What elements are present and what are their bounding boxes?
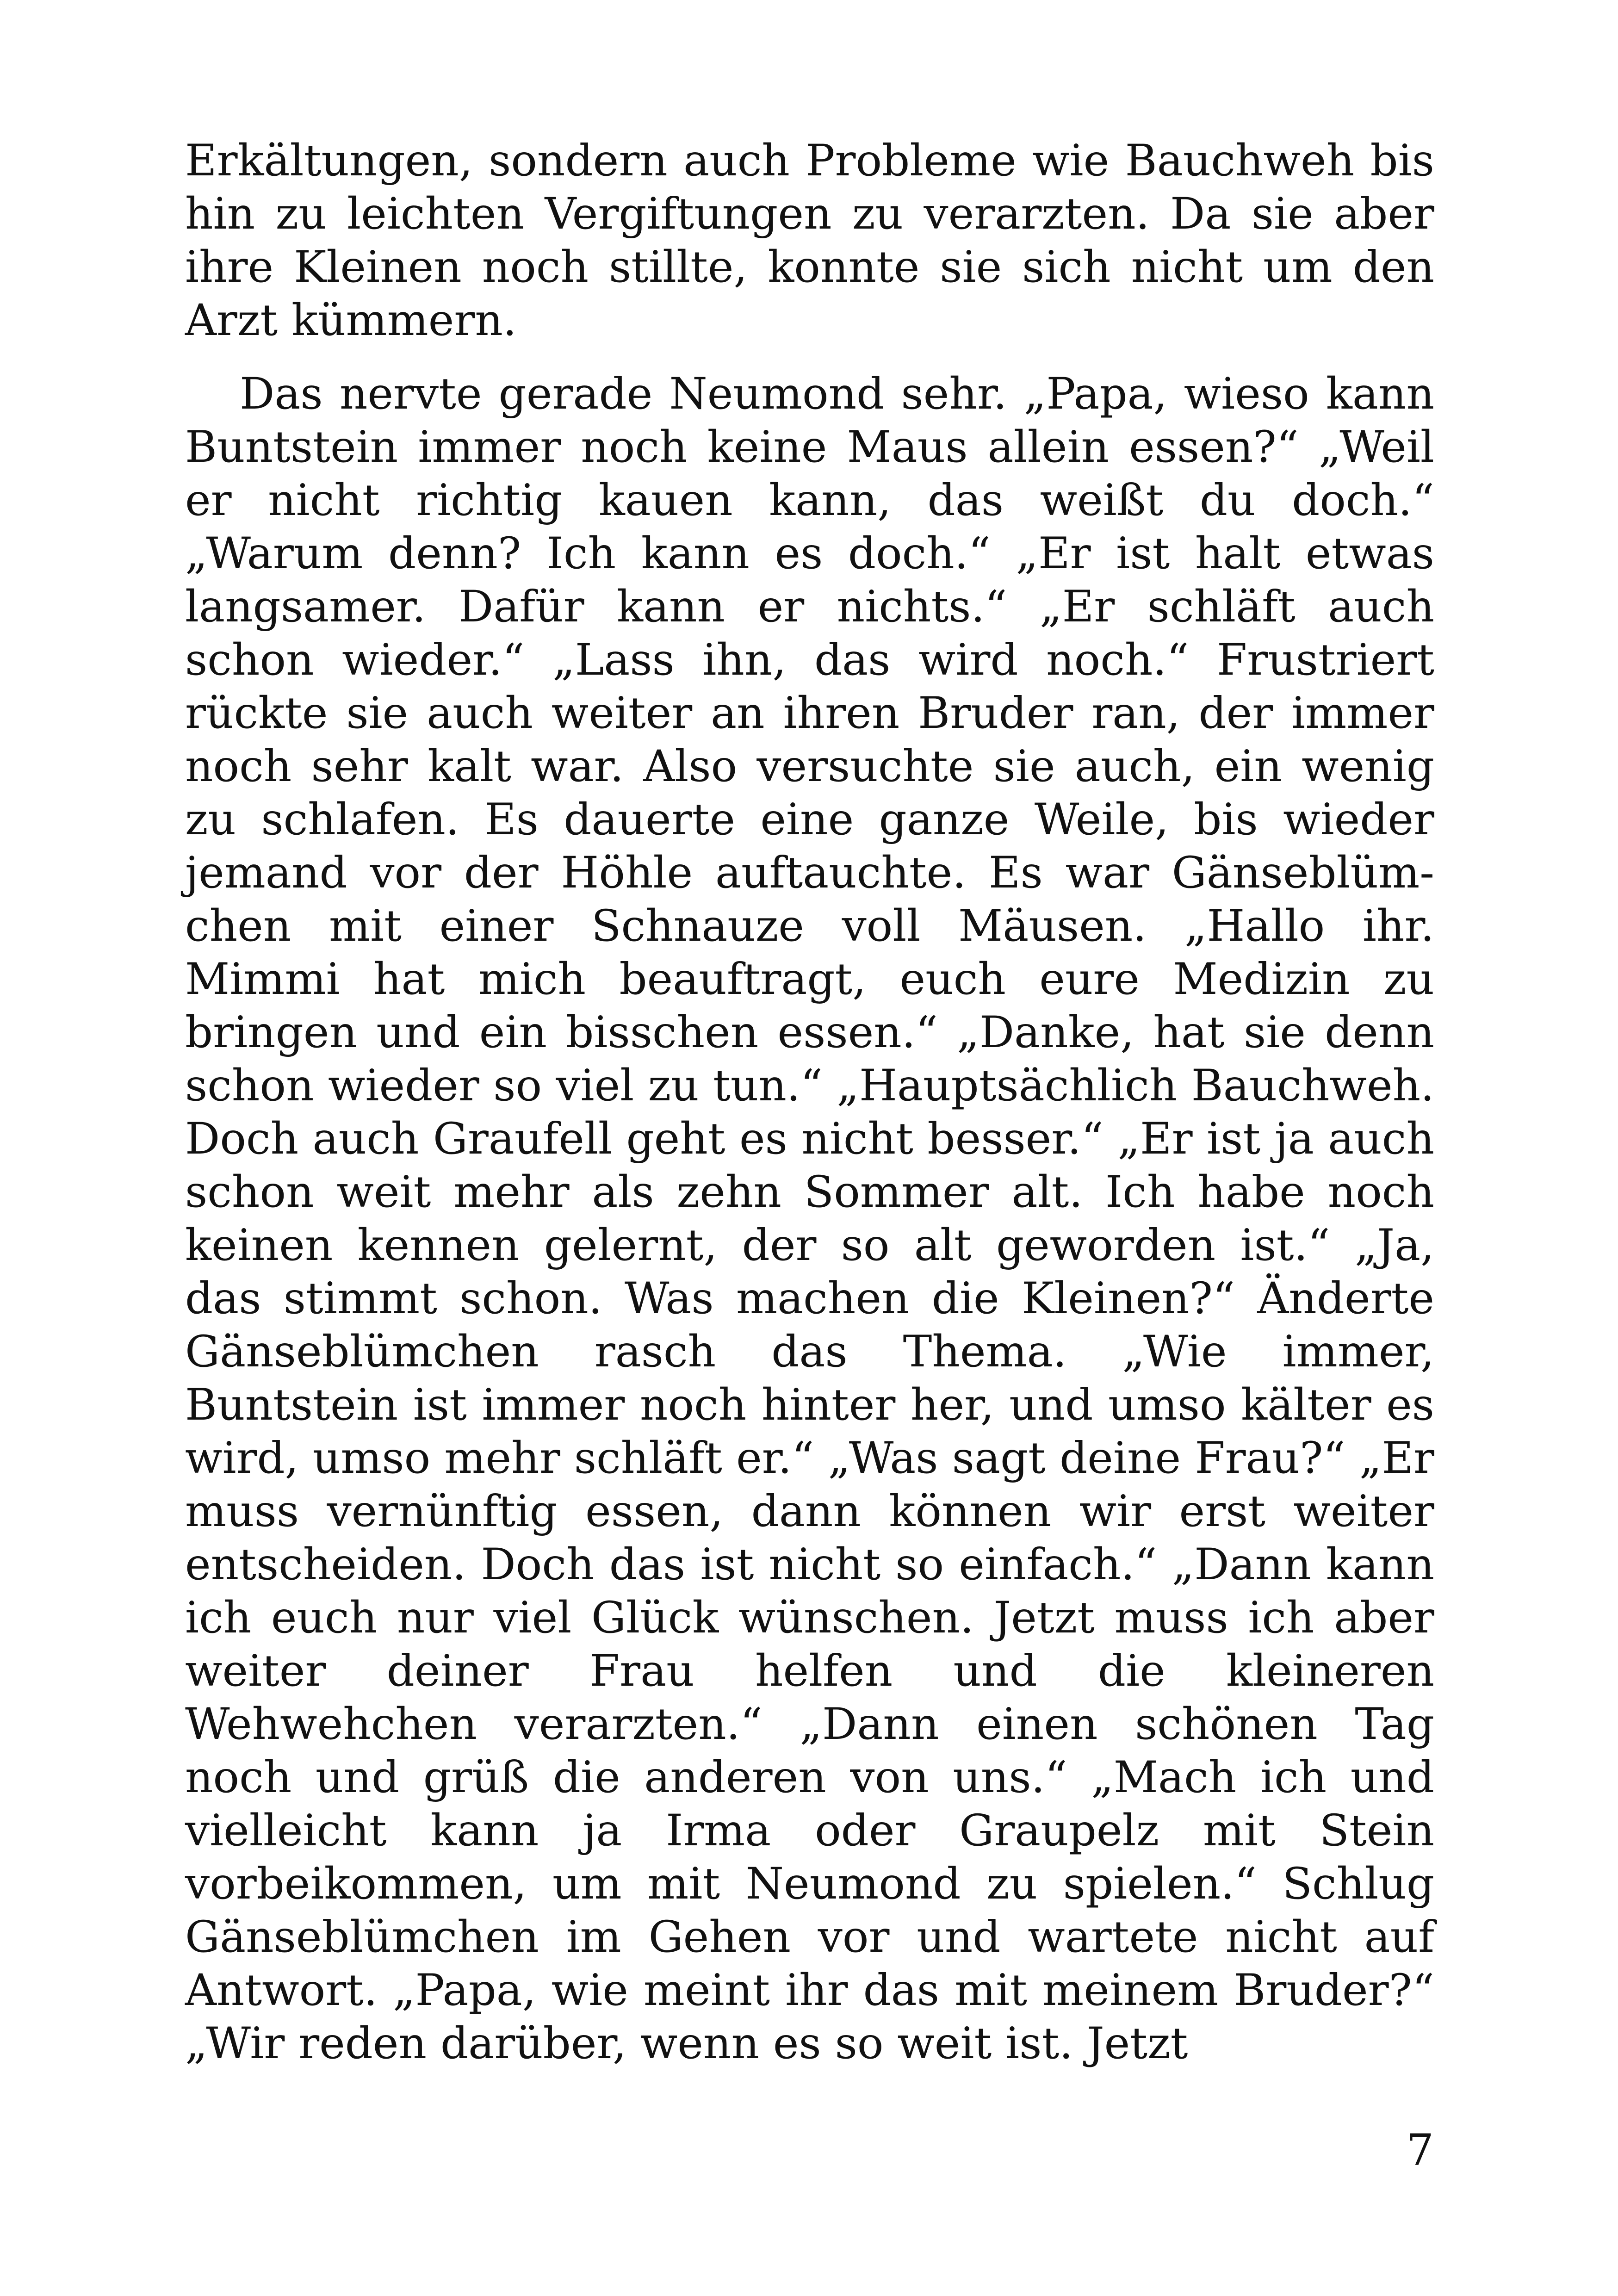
paragraph-2: Das nervte gerade Neumond sehr. „Papa, wieso kann Buntstein immer noch keine Maus allein essen?“ „Weil er nicht richtig kauen kann, das weißt du doch.“ „Warum denn? Ich kann es doch.“ „Er ist halt etwas langsamer. Dafür kann er nichts.“ „Er schläft auch schon wieder.“ „Lass ihn, das wird noch.“ Frustriert rückte sie auch weiter an ihren Bruder ran, der immer noch sehr kalt war. Also versuchte sie auch, ein wenig zu schlafen. Es dauerte eine ganze Weile, bis wieder jemand vor der Höhle auftauchte. Es war Gänseblümchen mit einer Schnauze voll Mäusen. „Hallo ihr. Mimmi hat mich beauftragt, euch eure Medizin zu bringen und ein bisschen essen.“ „Danke, hat sie denn schon wieder so viel zu tun.“ „Hauptsächlich Bauchweh. Doch auch Graufell geht es nicht besser.“ „Er ist ja auch schon weit mehr als zehn Sommer alt. Ich habe noch keinen kennen gelernt, der so alt geworden ist.“ „Ja, das stimmt schon. Was machen die Kleinen?“ Änderte Gänseblümchen rasch das Thema. „Wie immer, Buntstein ist immer noch hinter her, und umso kälter es wird, umso mehr schläft er.“ „Was sagt deine Frau?“ „Er muss vernünftig essen, dann können wir erst weiter entscheiden. Doch das ist nicht so einfach.“ „Dann kann ich euch nur viel Glück wünschen. Jetzt muss ich aber weiter deiner Frau helfen und die kleineren Wehwehchen verarzten.“ „Dann einen schönen Tag noch und grüß die anderen von uns.“ „Mach ich und vielleicht kann ja Irma oder Graupelz mit Stein vorbeikommen, um mit Neumond zu spielen.“ Schlug Gänseblümchen im Gehen vor und wartete nicht auf Antwort. „Papa, wie meint ihr das mit meinem Bruder?“ „Wir reden darüber, wenn es so weit ist. Jetzt [185, 369, 1434, 2069]
paragraph-1: Erkältungen, sondern auch Probleme wie Bauchweh bis hin zu leichten Vergiftungen zu verarzten. Da sie aber ihre Kleinen noch stillte, konnte sie sich nicht um den Arzt kümmern. [185, 136, 1434, 346]
page-number: 7 [1406, 2125, 1434, 2176]
body-text [185, 134, 1434, 2070]
